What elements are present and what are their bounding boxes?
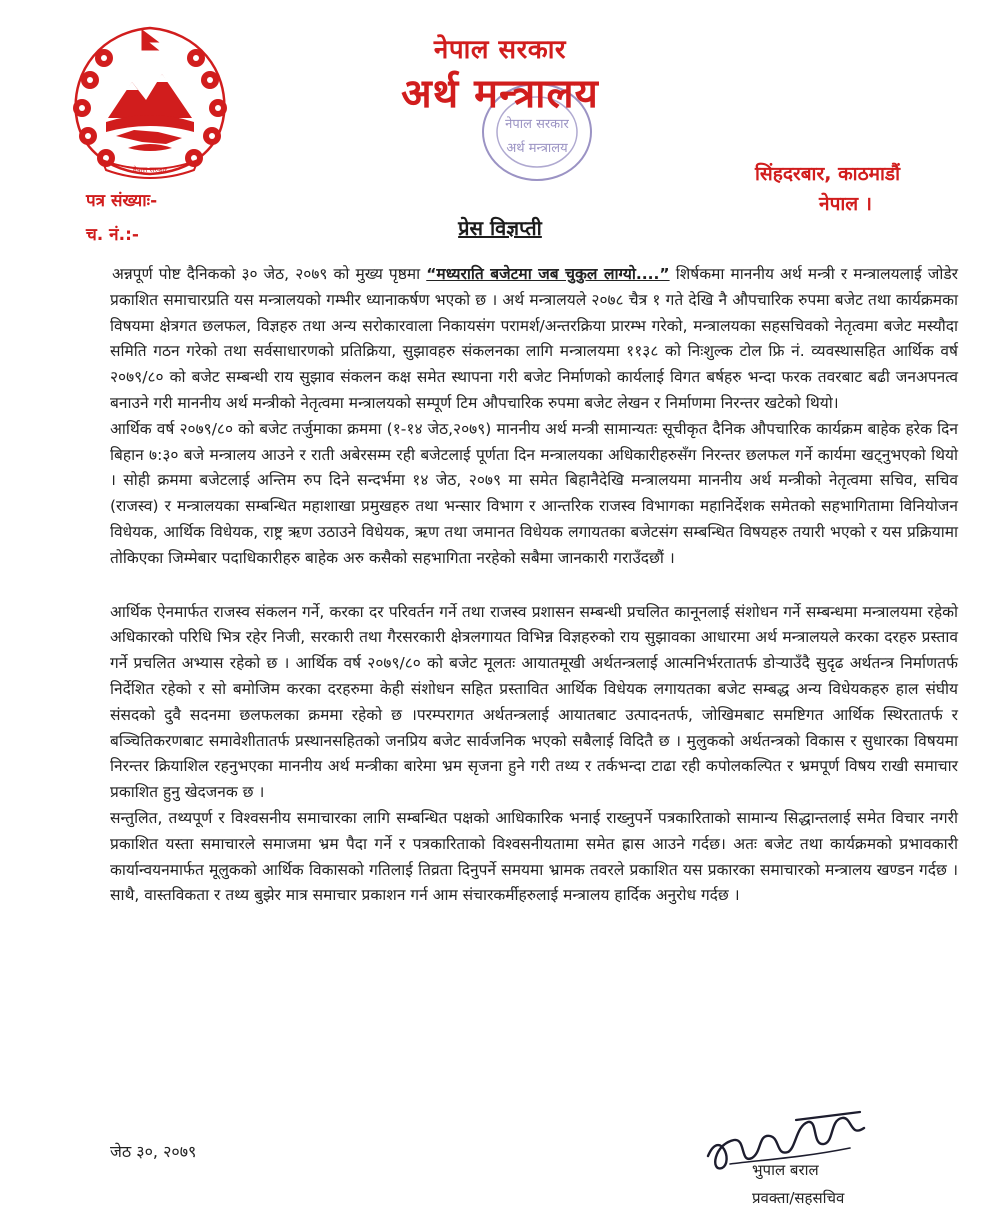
paragraph-2: आर्थिक वर्ष २०७९/८० को बजेट तर्जुमाका क्रममा (१-१४ जेठ,२०७९) माननीय अर्थ मन्त्री सामान्यतः सूचीकृत दैनिक औपचारिक कार्यक्रम बाहेक हरेक दिन बिहान ७:३० बजे मन्त्रालय आउने र राती अबेरसम्म रही बजेटलाई पूर्णता दिन मन्त्रालयका अधिकारीहरुसँग निरन्तर छलफल गर्ने कार्यमा खट्नुभएको थियो । सोही क्रममा बजेटलाई अन्तिम रुप दिने सन्दर्भमा १४ जेठ, २०७९ मा समेत बिहानैदेखि मन्त्रालयमा माननीय अर्थ मन्त्रीको नेतृत्वमा सचिव, सचिव (राजस्व) र मन्त्रालयका सम्बन्धित महाशाखा प्रमुखहरु तथा भन्सार विभाग र आन्तरिक राजस्व विभागका महानिर्देशक समेतको सहभागितामा विनियोजन विधेयक, आर्थिक विधेयक, राष्ट्र ऋण उठाउने विधेयक, ऋण तथा जमानत विधेयक लगायतका बजेटसंग सम्बन्धित विषयहरु तयारी भएको र यस प्रक्रियामा तोकिएका जिम्मेबार पदाधिकारीहरु बाहेक अरु कसैको सहभागिता नरहेको सबैमा जानकारी गराउँदछौं । bbox=[110, 419, 958, 567]
letter-number-label: पत्र संख्याः- bbox=[86, 191, 158, 211]
svg-text:नेपाल सरकार: नेपाल सरकार bbox=[505, 117, 569, 132]
stamp-text: अर्थ मन्त्रालय bbox=[506, 141, 568, 156]
address-line-1: सिंहदरबार, काठमाडौं bbox=[754, 163, 900, 185]
paragraph-4: सन्तुलित, तथ्यपूर्ण र विश्वसनीय समाचारका लागि सम्बन्धित पक्षको आधिकारिक भनाई राख्नुपर्ने पत्रकारिताको सामान्य सिद्धान्तलाई समेत विचार नगरी प्रकाशित यस्ता समाचारले समाजमा भ्रम पैदा गर्ने र पत्रकारिताको विश्वसनीयतामा समेत ह्रास आउने गर्दछ। अतः बजेट तथा कार्यक्रमको प्रभावकारी कार्यान्वयनमार्फत मूलुकको आर्थिक विकासको गतिलाई तिव्रता दिनुपर्ने समयमा भ्रामक तवरले प्रकाशित यस प्रकारका समाचारको मन्त्रालय खण्डन गर्दछ । साथै, वास्तविकता र तथ्य बुझेर मात्र समाचार प्रकाशन गर्न आम संचारकर्मीहरुलाई मन्त्रालय हार्दिक अनुरोध गर्दछ । bbox=[110, 808, 958, 905]
release-date: जेठ ३०, २०७९ bbox=[110, 1142, 197, 1161]
press-release-title: प्रेस विज्ञप्ती bbox=[458, 216, 542, 240]
dispatch-number-label: च. नं.:- bbox=[86, 225, 139, 245]
paragraph-3: आर्थिक ऐनमार्फत राजस्व संकलन गर्ने, करका दर परिवर्तन गर्ने तथा राजस्व प्रशासन सम्बन्धी प्रचलित कानूनलाई संशोधन गर्ने सम्बन्धमा मन्त्रालयमा रहेको अधिकारको परिधि भित्र रहेर निजी, सरकारी तथा गैरसरकारी क्षेत्रलगायत विभिन्न विज्ञहरुको राय सुझावका आधारमा अर्थ मन्त्रालयले करका दरहरु प्रस्ताव गर्ने प्रचलित अभ्यास रहेको छ । आर्थिक वर्ष २०७९/८० को बजेट मूलतः आयातमूखी अर्थतन्त्रलाई आत्मनिर्भरतातर्फ डोऱ्याउँदै सुदृढ अर्थतन्त्र निर्माणतर्फ निर्देशित रहेको र सो बमोजिम करका दरहरुमा केही संशोधन सहित प्रस्तावित आर्थिक विधेयक लगायतका बजेट सम्बद्ध अन्य विधेयकहरु हाल संघीय संसदको दुवै सदनमा छलफलका क्रममा रहेको छ ।परम्परागत अर्थतन्त्रलाई आयातबाट उत्पादनतर्फ, जोखिमबाट समष्टिगत आर्थिक स्थिरतातर्फ र बञ्चितिकरणबाट समावेशीतातर्फ प्रस्थानसहितको जनप्रिय बजेट सार्वजनिक भएको सबैलाई विदितै छ । मुलुकको अर्थतन्त्रको विकास र सुधारका विषयमा निरन्तर क्रियाशिल रहनुभएका माननीय अर्थ मन्त्रीका बारेमा भ्रम सृजना हुने गरी तथ्य र तर्कभन्दा टाढा रही कपोलकल्पित र भ्रमपूर्ण विषय राखी समाचार प्रकाशित हुनु खेदजनक छ । bbox=[110, 602, 958, 802]
quoted-headline: “मध्यराति बजेटमा जब चुकुल लाग्यो....” bbox=[426, 265, 670, 283]
government-name: नेपाल सरकार bbox=[433, 35, 567, 65]
address-line-2: नेपाल । bbox=[819, 193, 872, 215]
paragraph-1-rest: शिर्षकमा माननीय अर्थ मन्त्री र मन्त्रालयलाई जोडेर प्रकाशित समाचारप्रति यस मन्त्रालयको गम्भीर ध्यानाकर्षण भएको छ । अर्थ मन्त्रालयले २०७८ चैत्र १ गते देखि नै औपचारिक रुपमा बजेट तथा कार्यक्रमका विषयमा क्षेत्रगत छलफल, विज्ञहरु तथा अन्य सरोकारवाला निकायसंग परामर्श/अन्तरक्रिया प्रारम्भ गरेको, मन्त्रालयका सहसचिवको नेतृत्वमा बजेट मस्यौदा समिति गठन गरेको तथा सर्वसाधारणको प्रतिक्रिया, सुझावहरु संकलनका लागि मन्त्रालयमा ११३८ को निःशुल्क टोल फ्रि नं. व्यवस्थासहित आर्थिक वर्ष २०७९/८० को बजेट सम्बन्धी राय सुझाव संकलन कक्ष समेत स्थापना गरी बजेट निर्माणको कार्यलाई विगत बर्षहरु भन्दा फरक तवरबाट बढी जनअपनत्व बनाउने गरी माननीय अर्थ मन्त्रीको नेतृत्वमा मन्त्रालयको सम्पूर्ण टिम औपचारिक रुपमा बजेट लेखन र निर्माणमा निरन्तर खटेको थियो। bbox=[110, 265, 959, 412]
paragraph-1-start: अन्नपूर्ण पोष्ट दैनिकको ३० जेठ, २०७९ को मुख्य पृष्ठमा bbox=[112, 265, 427, 283]
emblem-motto: नेपाल सरकार bbox=[132, 166, 168, 174]
press-release-body bbox=[110, 262, 958, 909]
ministry-name: अर्थ मन्त्रालय bbox=[401, 71, 599, 117]
paragraph-1 bbox=[110, 262, 958, 417]
signer-title: प्रवक्ता/सहसचिव bbox=[752, 1189, 845, 1207]
signer-name: भुपाल बराल bbox=[752, 1161, 819, 1179]
